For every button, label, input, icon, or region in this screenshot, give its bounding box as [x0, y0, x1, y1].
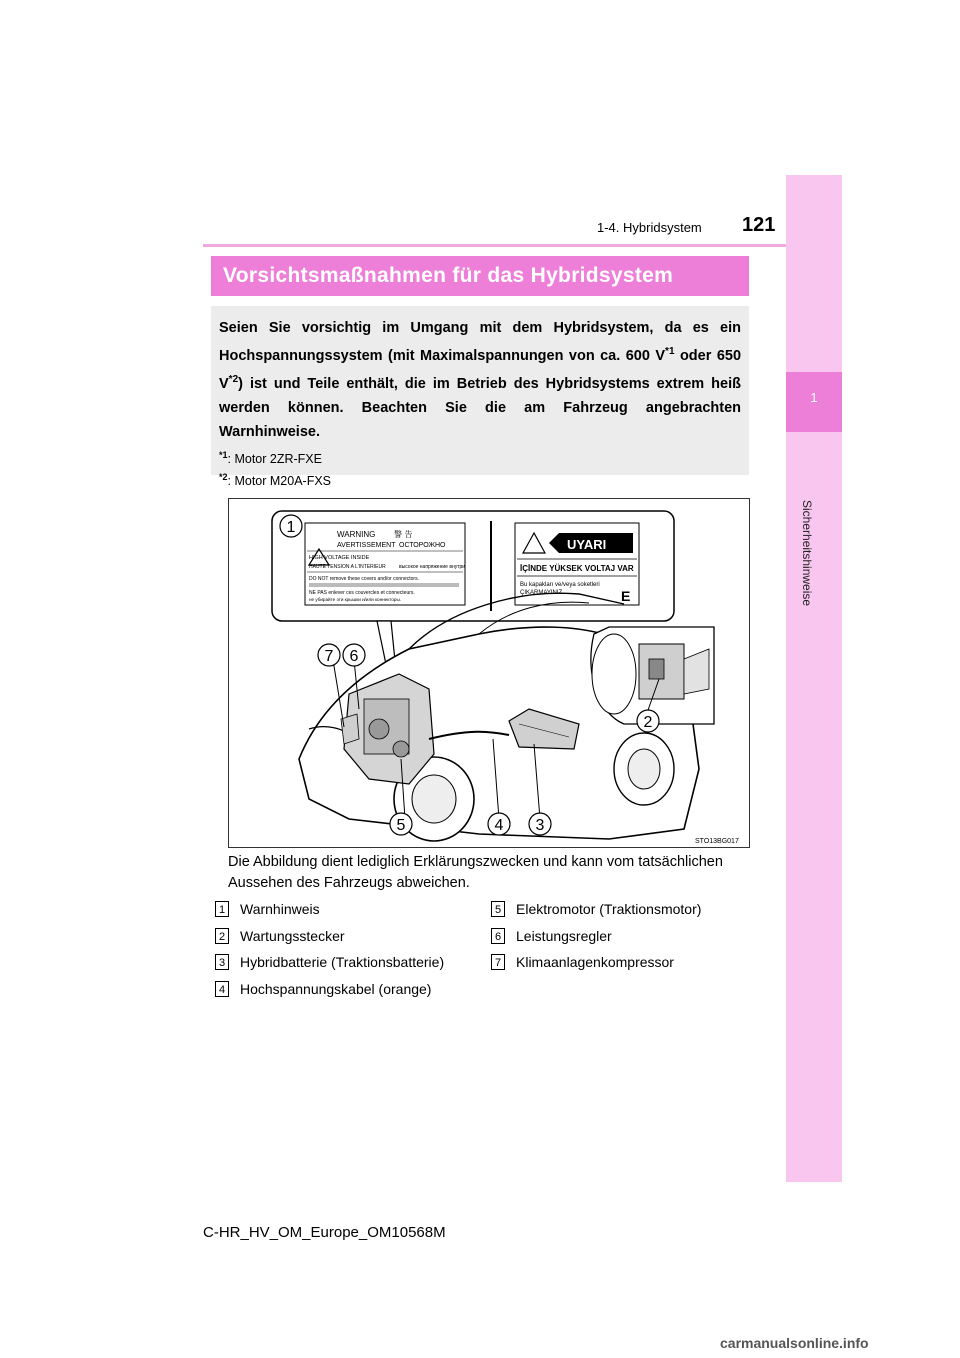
- intro-box: [211, 306, 749, 488]
- label-hv: HIGH VOLTAGE INSIDE: [309, 555, 370, 561]
- legend-item-6: [491, 925, 612, 947]
- label-uyari: UYARI: [567, 537, 607, 552]
- label-tr-line3: ÇIKARMAYINIZ.: [520, 590, 564, 596]
- legend-number: 6: [491, 928, 505, 944]
- side-tab: [786, 175, 842, 1182]
- label-line3: не убирайте эти крышки и/или коннекторы.: [309, 597, 402, 602]
- callout-5-label: 5: [396, 817, 406, 834]
- chapter-label: Sicherheitshinweise: [800, 500, 814, 607]
- section-reference: 1-4. Hybridsystem: [597, 220, 702, 235]
- label-line1: DO NOT remove these covers and/or connectors.: [309, 576, 419, 582]
- legend-item-5: [491, 898, 701, 920]
- legend-text: Warnhinweis: [240, 901, 320, 917]
- document-footer: C-HR_HV_OM_Europe_OM10568M: [203, 1224, 446, 1241]
- legend-number: 4: [215, 981, 229, 997]
- label-warning: WARNING: [337, 530, 376, 539]
- legend-text: Klimaanlagenkompressor: [516, 954, 674, 970]
- header-divider: [203, 244, 786, 247]
- legend-number: 3: [215, 954, 229, 970]
- illustration-svg: [229, 499, 749, 847]
- footnote-text: : Motor 2ZR-FXE: [227, 451, 322, 466]
- legend-text: Hybridbatterie (Traktionsbatterie): [240, 954, 445, 970]
- callout-7-label: 7: [324, 648, 334, 665]
- intro-text-3: ) ist und Teile enthält, die im Betrieb des Hybridsystems extrem heiß werden können. Beachten Sie die am Fahrzeug angebrachten Warnhinweise.: [219, 375, 741, 440]
- page-number: 121: [742, 214, 776, 236]
- label-line2: NE PAS enlever ces couvercles et connecteurs.: [309, 590, 415, 596]
- legend-item-3: [215, 951, 444, 973]
- legend-text: Elektromotor (Traktionsmotor): [516, 901, 702, 917]
- callout-6-label: 6: [349, 648, 359, 665]
- label-avert: AVERTISSEMENT: [337, 542, 396, 549]
- intro-text-1: Seien Sie vorsichtig im Umgang mit dem Hybridsystem, da es ein Hochspannungssystem (mit Maximalspannungen von ca. 600 V: [219, 320, 741, 364]
- legend-number: 1: [215, 901, 229, 917]
- callout-4-label: 4: [494, 817, 504, 834]
- intro-text-2: oder 650 V: [219, 347, 742, 392]
- footnote-mark: *2: [219, 471, 228, 482]
- legend-number: 5: [491, 901, 505, 917]
- footnote-ref-1: *1: [665, 346, 675, 357]
- callout-1-label: 1: [286, 519, 296, 536]
- chapter-number: 1: [810, 390, 818, 405]
- label-ru-hv: высокое напряжение внутри: [399, 564, 466, 570]
- legend-item-4: [215, 978, 431, 1000]
- intro-paragraph: [219, 316, 741, 444]
- section-title: Vorsichtsmaßnahmen für das Hybridsystem: [211, 256, 749, 296]
- figure-caption: Die Abbildung dient lediglich Erklärungszwecken und kann vom tatsächlichen Aussehen des Fahrzeugs abweichen.: [228, 854, 723, 891]
- hybrid-system-illustration: [228, 498, 750, 848]
- label-tr-line2: Bu kapakları ve/veya soketleri: [520, 582, 600, 588]
- footnote-1: [219, 450, 741, 466]
- legend-text: Wartungsstecker: [240, 928, 345, 944]
- callout-3-label: 3: [535, 817, 545, 834]
- legend-item-7: [491, 951, 674, 973]
- label-ostor: ОСТОРОЖНО: [399, 542, 446, 549]
- callout-2-label: 2: [643, 714, 653, 731]
- footnote-ref-2: *2: [228, 373, 239, 385]
- figure-code: STO13BG017: [695, 838, 739, 845]
- label-warning-jp: 警 告: [394, 530, 413, 539]
- legend-item-2: [215, 925, 345, 947]
- legend-number: 2: [215, 928, 229, 944]
- label-tr-letter: E: [621, 588, 631, 604]
- legend-text: Hochspannungskabel (orange): [240, 981, 432, 997]
- legend-item-1: [215, 898, 320, 920]
- label-tr-line1: İÇİNDE YÜKSEK VOLTAJ VAR: [520, 564, 634, 573]
- label-ht: HAUTE TENSION A L'INTERIEUR: [309, 564, 386, 570]
- footnote-text: : Motor M20A-FXS: [227, 473, 332, 488]
- legend-number: 7: [491, 954, 505, 970]
- footnote-mark: *1: [219, 449, 228, 460]
- watermark: carmanualsonline.info: [720, 1335, 869, 1351]
- legend-text: Leistungsregler: [516, 928, 612, 944]
- footnote-2: [219, 472, 741, 488]
